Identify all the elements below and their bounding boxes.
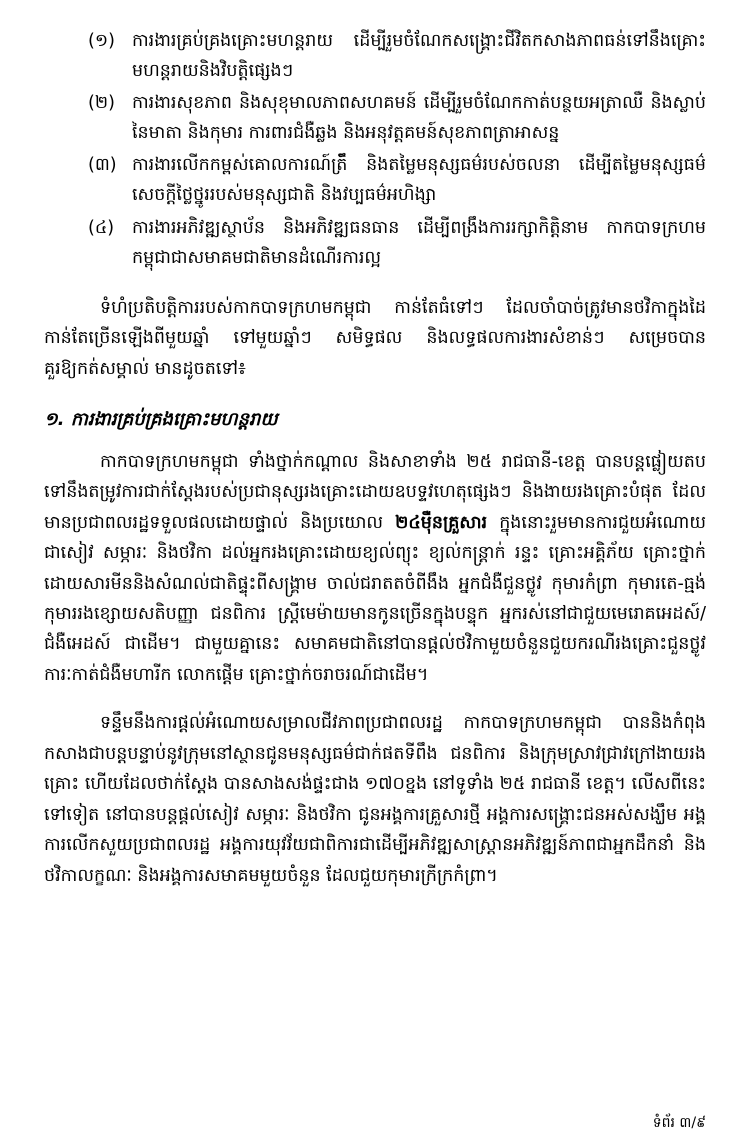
list-item-marker: (២): [88, 93, 115, 114]
spacer: [44, 275, 706, 293]
list-item-marker: (១): [88, 31, 115, 51]
list-item: [44, 150, 706, 210]
list-item-text: ការងារសុខភាព និងសុខុមាលភាពសហគមន៍ ដើម្បីរួមចំណែកកាត់បន្ថយអត្រាឈឺ និងស្លាប់នៃមាតា និងកុមារ ការពារជំងឺឆ្លង និងអនុវត្តគមន៍សុខភាពត្រាអាសន្ន: [132, 93, 706, 144]
list-item-text: ការងារគ្រប់គ្រងគ្រោះមហន្តរាយ ដើម្បីរួមចំណែកសង្គ្រោះជីវិតកសាងភាពធន់ទៅនឹងគ្រោះមហន្តរាយនិងវិបត្តិផ្សេងៗ: [132, 31, 706, 82]
section-paragraph-2: ទន្ទឹមនឹងការផ្ដល់អំណោយសម្រាលជីវភាពប្រជាពលរដ្ឋ កាកបាទក្រហមកម្ពុជា បាននិងកំពុងកសាងជាបន្តបន្ទាប់នូវក្រុមនៅស្ថានជូនមនុស្សធម៌ជាក់ផតទីពឹង ជនពិការ និងក្រុមស្រាវជ្រាវក្រៅងាយរងគ្រោះ ហើយដែលថាក់ស្ដែង បានសាងសង់ផ្ទះជាង ១៧០ខ្នង នៅទូទាំង ២៥ រាជធានី ខេត្ត។ លើសពីនេះទៅទៀត នៅបានបន្តផ្ដល់សៀវ សម្ភារៈ និងថវិកា ជូនអង្គការគ្រួសារថ្មី អង្គការសង្គ្រោះជនអស់សង្ឃឹម អង្គការលើកសួយប្រជាពលរដ្ឋ អង្គការយុវវ័យជាពិការជាដើម្បីអភិវឌ្ឍសាស្ត្រានអភិវឌ្ឍន៍ភាពជាអ្នកដឹកនាំ និងថវិកាលក្ខណៈ និងអង្គការសមាគមមួយចំនួន ដែលជួយកុមារក្រីក្រកំព្រា។: [44, 713, 706, 886]
list-item: [44, 26, 706, 86]
numbered-list: [44, 26, 706, 273]
section-paragraph-1: [44, 447, 706, 691]
list-item-marker: (៣): [88, 155, 117, 176]
paragraph-highlight: ២៤ម៉ឺនគ្រួសារ: [395, 512, 488, 533]
intro-paragraph: ទំហំប្រតិបត្តិការរបស់កាកបាទក្រហមកម្ពុជា កាន់តែធំទៅៗ ដែលចាំបាច់ត្រូវមានថវិកាក្នុងដៃកាន់តែច្រើនឡើងពីមួយឆ្នាំ ទៅមួយឆ្នាំៗ សមិទ្ធផល និងលទ្ធផលការងារសំខាន់ៗ សម្រេចបានគួរឱ្យកត់សម្គាល់ មានដូចតទៅ៖: [44, 297, 706, 379]
spacer: [44, 435, 706, 447]
spacer: [44, 384, 706, 406]
paragraph-part-2: ក្នុងនោះរួមមានការជួយអំណោយជាសៀវ សម្ភារៈ និងថវិកា ដល់អ្នករងគ្រោះដោយខ្យល់ព្យុះ ខ្យល់កន្ត្រាក់ រន្ទះ គ្រោះអគ្គិភ័យ គ្រោះថ្នាក់ដោយសារមីននិងសំណល់ជាតិផ្ទុះពីសង្គ្រាម ចាល់ជរាតតចំពីងឹង អ្នកជំងឺជួនថ្លូវ កុមារកំព្រា កុមារតេ-ធ្មង់ កុមាររងខ្សោយសតិបញ្ញា ជនពិការ ស្ត្រីមេម៉ាយមានកូនច្រើនក្នុងបន្ទុក អ្នករស់នៅជាជួយមេរោគអេដស៍/ជំងឺអេដស៍ ជាដើម។ ជាមួយគ្នានេះ សមាគមជាតិនៅបានផ្ដល់ថវិកាមួយចំនួនជួយករណីរងគ្រោះជួនថ្លូវ ការៈកាត់ជំងឺមហារីក លោកផ្ដើម គ្រោះថ្នាក់ចរាចរណ៍ជាដើម។: [44, 512, 706, 685]
page-footer: ទំព័រ ៣/៩: [652, 1115, 706, 1132]
list-item-text: ការងារលើកកម្ពស់គោលការណ៍ត្រឹ៍ និងតម្លៃមនុស្សធម៌របស់ចលនា ដើម្បីតម្លៃមនុស្សធម៌ សេចក្ដីថ្លៃថ្នូររបស់មនុស្សជាតិ និងវប្បធម៌អហិង្សា: [132, 155, 706, 206]
list-item: [44, 213, 706, 273]
spacer: [44, 690, 706, 708]
list-item: [44, 88, 706, 148]
list-item-marker: (៤): [88, 217, 115, 238]
list-item-text: ការងារអភិវឌ្ឍស្ថាប័ន និងអភិវឌ្ឍធនធាន ដើម្បីពង្រឹងការរក្សាកិត្តិនាម កាកបាទក្រហមកម្ពុជាជាសមាគមជាតិមានដំណើរការល្អ: [132, 217, 706, 268]
section-heading: ១. ការងារគ្រប់គ្រងគ្រោះមហន្តរាយ: [44, 409, 278, 431]
paragraph-part-1: កាកបាទក្រហមកម្ពុជា ទាំងថ្នាក់កណ្ដាល និងសាខាទាំង ២៥ រាជធានី-ខេត្ត បានបន្តផ្លៀយតបទៅនឹងតម្រូវការជាក់ស្ដែងរបស់ប្រជានុស្សរងគ្រោះដោយឧបទ្ទវហេតុផ្សេងៗ និងងាយរងគ្រោះបំផុត ដែលមានប្រជាពលរដ្ឋទទួលផលដោយផ្ទាល់ និងប្រយោល: [44, 451, 706, 533]
